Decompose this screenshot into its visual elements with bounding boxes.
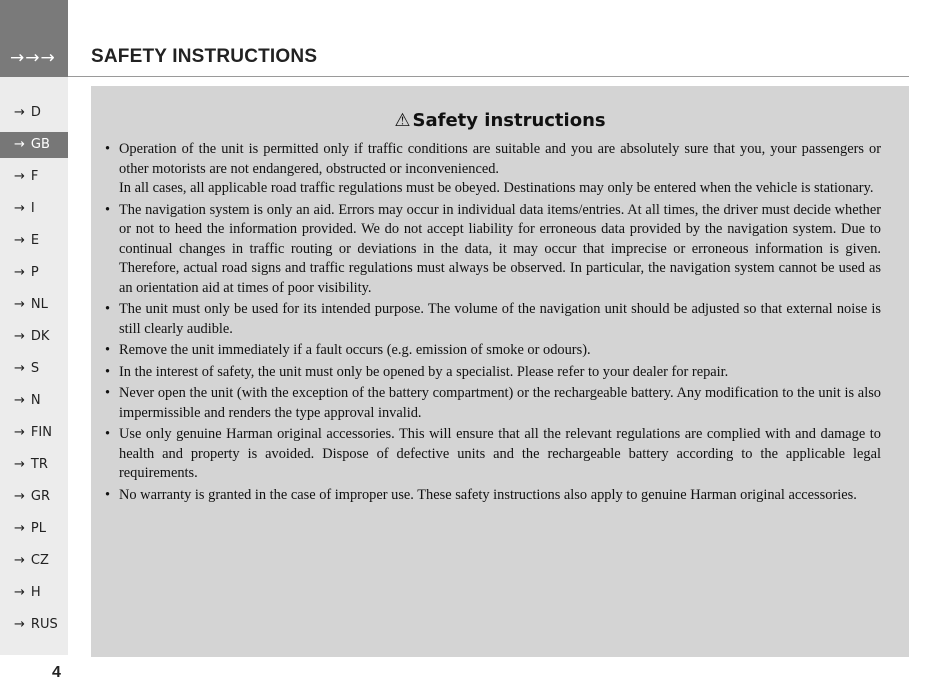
bullet-icon: • <box>105 201 111 218</box>
sidebar-item-label: H <box>30 585 41 600</box>
safety-content-box <box>91 86 909 657</box>
sidebar-header <box>0 0 68 77</box>
sidebar-item-nl[interactable] <box>0 292 68 318</box>
sidebar-item-cz[interactable] <box>0 548 68 574</box>
sidebar-item-label: D <box>30 105 41 120</box>
sidebar-item-e[interactable] <box>0 228 68 254</box>
arrow-right-icon: → <box>14 617 25 632</box>
bullet-paragraph: In all cases, all applicable road traffic regulations must be obeyed. Destinations may only be entered when the vehicle is stationary. <box>119 180 874 196</box>
sidebar-item-i[interactable] <box>0 196 68 222</box>
bullet-icon: • <box>105 363 111 380</box>
language-sidebar <box>0 0 68 655</box>
bullet-icon: • <box>105 301 111 317</box>
arrow-right-icon: → <box>14 233 25 248</box>
sidebar-item-p[interactable] <box>0 260 68 286</box>
bullet-paragraph: Never open the unit (with the exception of the battery compartment) or the rechargeable battery. Any modification to the unit is also impermissible and renders the type approval invalid. <box>119 385 881 421</box>
arrow-right-icon: → <box>14 553 25 568</box>
arrow-right-icon: → <box>14 265 25 280</box>
sidebar-item-label: GB <box>30 137 50 152</box>
arrow-right-icon: → <box>14 361 25 376</box>
list-item <box>105 300 881 339</box>
page-title: SAFETY INSTRUCTIONS <box>91 46 318 67</box>
bullet-icon: • <box>105 486 111 503</box>
list-item <box>105 341 881 361</box>
arrow-right-icon: → <box>14 169 25 184</box>
arrow-right-icon: → <box>14 393 25 408</box>
sidebar-item-label: PL <box>30 521 46 536</box>
sidebar-item-label: DK <box>30 329 50 344</box>
arrow-right-icon: → <box>14 425 25 440</box>
sidebar-item-label: P <box>30 265 39 280</box>
arrow-right-icon: → <box>14 521 25 536</box>
sidebar-item-pl[interactable] <box>0 516 68 542</box>
bullet-paragraph: Operation of the unit is permitted only if traffic conditions are suitable and you are absolutely sure that you, your passengers or other motorists are not endangered, obstructed or inconvenienced. <box>119 141 881 177</box>
list-item <box>105 384 881 423</box>
arrow-right-icon: → <box>14 489 25 504</box>
sidebar-item-s[interactable] <box>0 356 68 382</box>
bullet-icon: • <box>105 342 111 358</box>
arrow-right-icon: → <box>14 201 25 216</box>
bullet-paragraph: Use only genuine Harman original accessories. This will ensure that all the relevant regulations are complied with and damage to health and property is avoided. Dispose of defective units and the rechargeable battery according to the applicable legal requirements. <box>119 426 881 481</box>
sidebar-item-d[interactable] <box>0 100 68 126</box>
sidebar-item-rus[interactable] <box>0 612 68 638</box>
nav-arrows-icon[interactable]: →→→ <box>10 48 56 68</box>
bullet-paragraph: In the interest of safety, the unit must only be opened by a specialist. Please refer to your dealer for repair. <box>119 363 729 380</box>
sidebar-item-label: CZ <box>30 553 49 568</box>
box-title-text: Safety instructions <box>412 110 606 131</box>
sidebar-item-n[interactable] <box>0 388 68 414</box>
bullet-paragraph: Remove the unit immediately if a fault occurs (e.g. emission of smoke or odours). <box>119 342 591 358</box>
list-item <box>105 363 881 383</box>
list-item <box>105 425 881 484</box>
bullet-icon: • <box>105 141 111 157</box>
list-item <box>105 201 881 299</box>
sidebar-item-label: F <box>30 169 39 184</box>
box-title <box>91 110 909 131</box>
bullet-icon: • <box>105 426 111 442</box>
sidebar-item-label: E <box>30 233 40 248</box>
sidebar-item-tr[interactable] <box>0 452 68 478</box>
sidebar-item-gr[interactable] <box>0 484 68 510</box>
sidebar-item-fin[interactable] <box>0 420 68 446</box>
bullet-paragraph: No warranty is granted in the case of improper use. These safety instructions also apply to genuine Harman original accessories. <box>119 486 857 503</box>
bullet-icon: • <box>105 385 111 401</box>
warning-icon: ⚠ <box>394 110 411 131</box>
arrow-right-icon: → <box>14 457 25 472</box>
list-item <box>105 140 881 199</box>
arrow-right-icon: → <box>14 105 25 120</box>
arrow-right-icon: → <box>14 137 25 152</box>
sidebar-item-label: I <box>30 201 35 216</box>
bullet-paragraph: The navigation system is only an aid. Errors may occur in individual data items/entries. At all times, the driver must decide whether or not to heed the information provided. We do not accept liability for erroneous data provided by the navigation system. Due to continual changes in traffic routing or deviations in the data, it may occur that imprecise or erroneous information is given. Therefore, actual road signs and traffic regulations must always be observed. In particular, the navigation system cannot be used as an orientation aid at times of poor visibility. <box>119 201 881 296</box>
sidebar-item-label: GR <box>30 489 51 504</box>
language-list <box>0 100 68 644</box>
arrow-right-icon: → <box>14 585 25 600</box>
sidebar-item-label: TR <box>30 457 48 472</box>
sidebar-item-label: FIN <box>30 425 52 440</box>
safety-bullet-list <box>105 140 881 507</box>
sidebar-item-dk[interactable] <box>0 324 68 350</box>
header-divider <box>68 76 909 77</box>
sidebar-item-label: N <box>30 393 41 408</box>
sidebar-item-f[interactable] <box>0 164 68 190</box>
sidebar-item-gb[interactable] <box>0 132 68 158</box>
sidebar-item-label: RUS <box>30 617 58 632</box>
arrow-right-icon: → <box>14 297 25 312</box>
sidebar-item-h[interactable] <box>0 580 68 606</box>
list-item <box>105 486 881 506</box>
sidebar-item-label: NL <box>30 297 48 312</box>
sidebar-item-label: S <box>30 361 40 376</box>
page-number: 4 <box>52 664 61 681</box>
arrow-right-icon: → <box>14 329 25 344</box>
bullet-paragraph: The unit must only be used for its intended purpose. The volume of the navigation unit should be adjusted so that external noise is still clearly audible. <box>119 301 881 337</box>
